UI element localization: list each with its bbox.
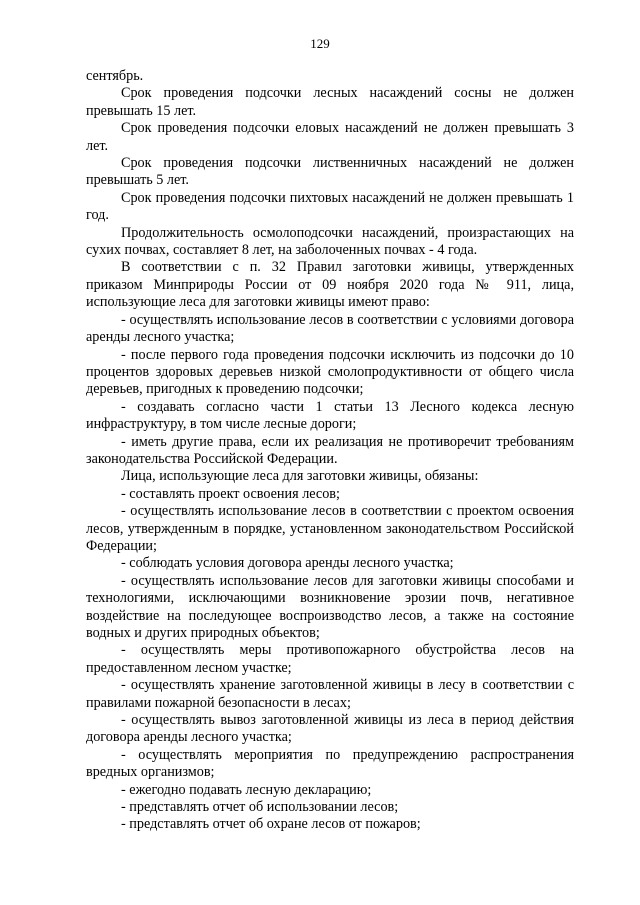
list-item: - осуществлять использование лесов для заготовки живицы способами и технологиями, исключающими возникновение эрозии почв, негативное воздействие на последующее воспроизводство лесов, а также на состояние водных и других природных объектов;	[86, 572, 574, 641]
paragraph: В соответствии с п. 32 Правил заготовки живицы, утвержденных приказом Минприроды России от 09 ноября 2020 года № 911, лица, использующие леса для заготовки живицы имеют право:	[86, 259, 574, 311]
paragraph: Срок проведения подсочки лесных насаждений сосны не должен превышать 15 лет.	[86, 85, 574, 119]
paragraph: Лица, использующие леса для заготовки живицы, обязаны:	[121, 468, 479, 485]
list-item: - ежегодно подавать лесную декларацию;	[121, 781, 372, 798]
list-item: - осуществлять хранение заготовленной живицы в лесу в соответствии с правилами пожарной безопасности в лесах;	[86, 677, 574, 711]
list-item: - соблюдать условия договора аренды лесного участка;	[121, 555, 454, 572]
paragraph: Срок проведения подсочки еловых насаждений не должен превышать 3 лет.	[86, 120, 574, 154]
list-item: - создавать согласно части 1 статьи 13 Лесного кодекса лесную инфраструктуру, в том числе лесные дороги;	[86, 398, 574, 433]
list-item: - после первого года проведения подсочки исключить из подсочки до 10 процентов здоровых деревьев низкой смолопродуктивности от общего числа деревьев, пригодных к проведению подсочки;	[86, 346, 574, 398]
list-item: - представлять отчет об охране лесов от пожаров;	[121, 816, 421, 833]
paragraph: Срок проведения подсочки пихтовых насаждений не должен превышать 1 год.	[86, 189, 574, 224]
list-item: - осуществлять мероприятия по предупреждению распространения вредных организмов;	[86, 746, 574, 781]
page-number: 129	[310, 36, 330, 51]
paragraph: Срок проведения подсочки лиственничных насаждений не должен превышать 5 лет.	[86, 155, 574, 189]
list-item: - иметь другие права, если их реализация не противоречит требованиям законодательства Российской Федерации.	[86, 433, 574, 467]
list-item: - осуществлять использование лесов в соответствии с проектом освоения лесов, утвержденным в порядке, установленном законодательством Российской Федерации;	[86, 503, 574, 554]
list-item: - представлять отчет об использовании лесов;	[121, 799, 399, 816]
list-item: - осуществлять меры противопожарного обустройства лесов на предоставленном лесном участке;	[86, 642, 574, 676]
body-text	[86, 68, 574, 834]
list-item: - осуществлять использование лесов в соответствии с условиями договора аренды лесного участка;	[86, 311, 574, 346]
list-item: - составлять проект освоения лесов;	[121, 485, 340, 502]
paragraph: сентябрь.	[86, 68, 144, 84]
list-item: - осуществлять вывоз заготовленной живицы из леса в период действия договора аренды лесного участка;	[86, 712, 574, 746]
paragraph: Продолжительность осмолоподсочки насаждений, произрастающих на сухих почвах, составляет 8 лет, на заболоченных почвах - 4 года.	[86, 224, 574, 259]
